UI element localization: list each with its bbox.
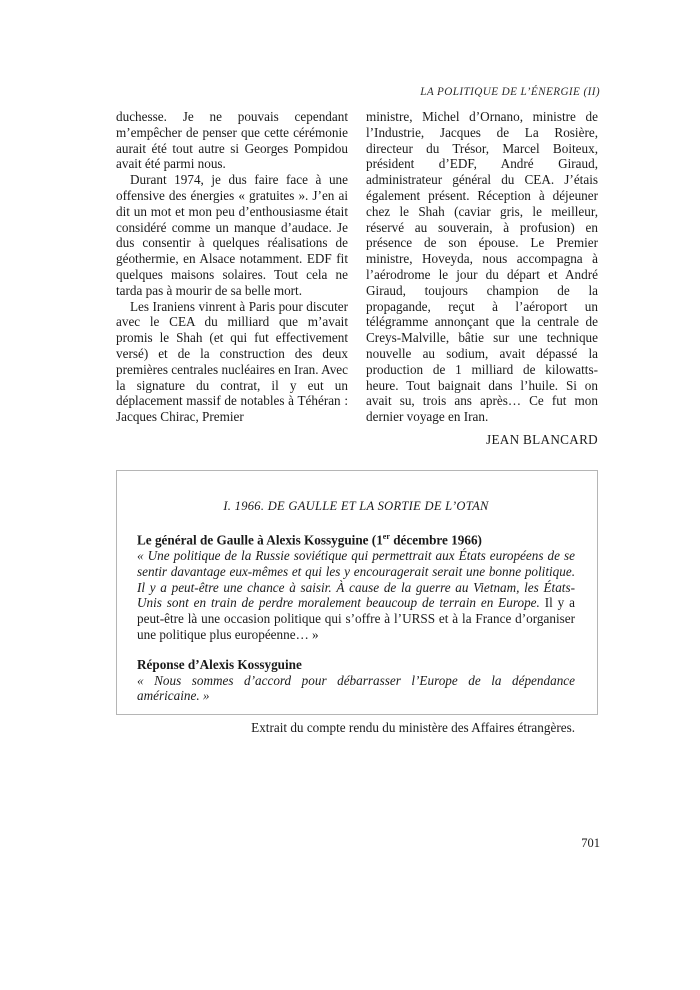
quote xyxy=(137,548,575,643)
page-number: 701 xyxy=(581,836,600,850)
author-signature: JEAN BLANCARD xyxy=(486,431,598,447)
running-head: LA POLITIQUE DE L’ÉNERGIE (II) xyxy=(420,86,600,98)
right-column xyxy=(366,109,598,448)
speaker-heading: Réponse d’Alexis Kossyguine xyxy=(137,656,302,672)
speaker-heading xyxy=(137,529,575,548)
speaker-text-end: décembre 1966) xyxy=(389,532,482,548)
speaker-text: Le général de Gaulle à Alexis Kossyguine (1 xyxy=(137,532,383,548)
box-title: I. 1966. DE GAULLE ET LA SORTIE DE L’OTAN xyxy=(223,499,489,513)
quote-italic: « Une politique de la Russie soviétique qui permettrait aux États européens de se sentir davantage eux-mêmes et qui les y encouragerait serait une bonne politique. Il y a peut-être une chance à saisir. À cause de la guerre au Vietnam, les États-Unis sont en train de perdre moralement beaucoup de terrain en Europe. xyxy=(137,547,575,611)
paragraph: ministre, Michel d’Ornano, ministre de l’Industrie, Jacques de La Rosière, directeur du Trésor, Marcel Boiteux, président d’EDF, André Giraud, administrateur général du CEA. J’étais également présent. Réception à déjeuner chez le Shah (caviar gris, le meilleur, réservé au souverain, à profusion) en présence de son épouse. Le Premier ministre, Hoveyda, nous accompagna à l’aérodrome le jour du départ et André Giraud, toujours champion de la propagande, reçut à l’aéroport un télégramme annonçant que la centrale de Creys-Malville, bâtie sur une technique nouvelle au sodium, avait dépassé la production de 1 milliard de kilowatts-heure. Tout baignait dans l’huile. Si on avait su, trois ans après… Ce fut mon dernier voyage en Iran. xyxy=(366,109,598,425)
ordinal-superscript: er xyxy=(382,531,390,541)
sidebar-box xyxy=(116,470,598,736)
quote-roman: Il y a peut-être là une occasion politique qui s’offre à l’URSS et à la France d’organiser une politique plus européenne… » xyxy=(137,595,575,642)
source-note: Extrait du compte rendu du ministère des Affaires étrangères. xyxy=(251,720,575,736)
paragraph: Les Iraniens vinrent à Paris pour discuter avec le CEA du milliard que m’avait promis le Shah (et qui fut effectivement versé) et de la construction des deux premières centrales nucléaires en Iran. Avec la signature du contrat, il y eut un déplacement massif de notables à Téhéran : Jacques Chirac, Premier xyxy=(116,298,348,425)
paragraph: Durant 1974, je dus faire face à une offensive des énergies « gratuites ». J’en ai dit un mot et mon peu d’enthousiasme était considéré comme un manque d’audace. Je dus consentir à quelques réalisations de géothermie, en Alsace notamment. EDF fit quelques maisons solaires. Tout cela ne tarda pas à mourir de sa belle mort. xyxy=(116,172,348,298)
left-column xyxy=(116,109,348,425)
quote: « Nous sommes d’accord pour débarrasser l’Europe de la dépendance américaine. » xyxy=(137,672,575,704)
paragraph: duchesse. Je ne pouvais cependant m’empêcher de penser que cette cérémonie aurait été tout autre si Georges Pompidou avait été parmi nous. xyxy=(116,109,348,172)
